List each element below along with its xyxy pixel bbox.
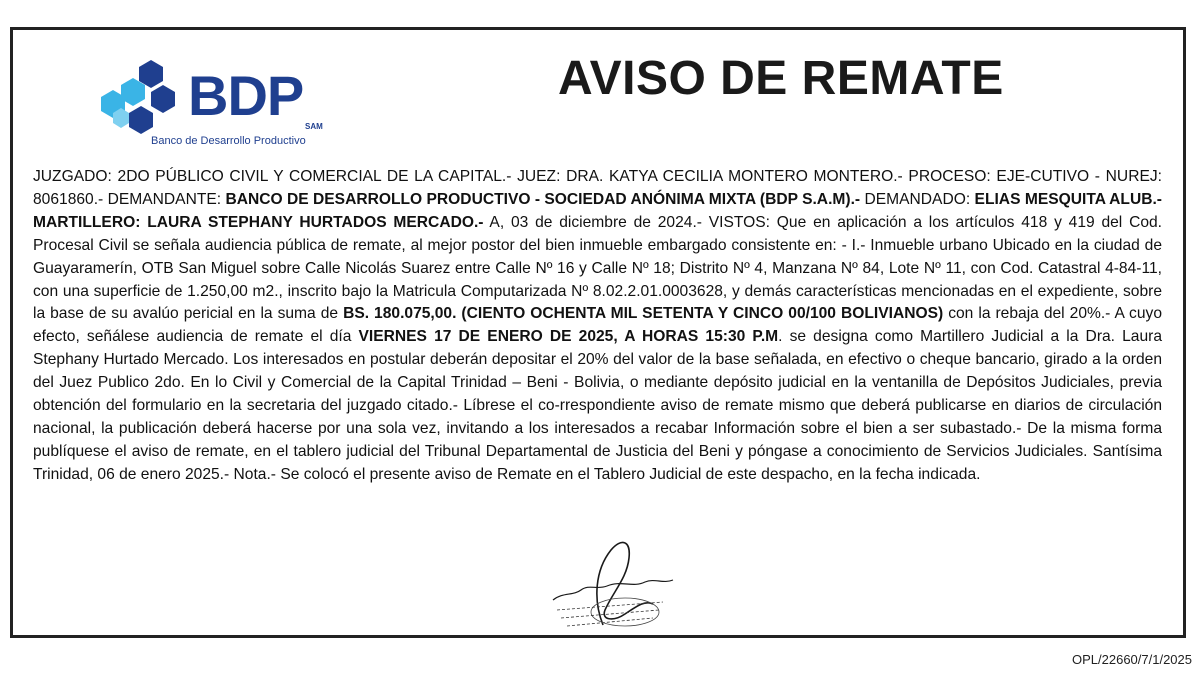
plaintiff-name: BANCO DE DESARROLLO PRODUCTIVO - SOCIEDAD ANÓNIMA MIXTA (BDP S.A.M).- xyxy=(225,190,861,208)
notice-text-3: A, 03 de diciembre de 2024.- VISTOS: Que en aplicación a los artículos 418 y 419 del Cod. Procesal Civil se señala audiencia pública de remate, al mejor postor del bien inmueble embargado consistente en: - I.- Inmueble urbano Ubicado en la ciudad de Guayaramerín, OTB San Miguel sobre Calle Nicolás Suarez entre Calle Nº 16 y Calle Nº 18; Distrito Nº 4, Manzana Nº 84, Lote Nº 11, con Cod. Catastral 4-84-11, con una superficie de 1.250,00 m2., inscrito bajo la Matricula Computarizada Nº 8.02.2.01.0003628, y demás características mencionadas en el expediente, sobre la base de su avalúo pericial en la suma de xyxy=(33,213,1163,323)
handwritten-signature xyxy=(533,530,683,630)
logo-wordmark: BDP xyxy=(188,64,304,127)
notice-text-2: DEMANDADO: xyxy=(860,190,975,208)
notice-body xyxy=(33,166,1162,487)
page-title: AVISO DE REMATE xyxy=(558,52,1004,105)
defendant-auctioneer: ELIAS MESQUITA ALUB.- MARTILLERO: LAURA STEPHANY HURTADOS MERCADO.- xyxy=(33,190,1163,231)
notice-text-1: JUZGADO: 2DO PÚBLICO CIVIL Y COMERCIAL DE LA CAPITAL.- JUEZ: DRA. KATYA CECILIA MONTERO MONTERO.- PROCESO: EJE-CUTIVO - NUREJ: 8061860.- DEMANDANTE: xyxy=(33,168,1162,208)
bdp-logo xyxy=(93,58,353,148)
notice-text-5: . se designa como Martillero Judicial a la Dra. Laura Stephany Hurtado Mercado. Los interesados en postular deberán depositar el 20% del valor de la base señalada, en efectivo o cheque bancario, girado a la orden del Juez Publico 2do. En lo Civil y Comercial de la Capital Trinidad – Beni - Bolivia, o mediante depósito judicial en la ventanilla de Depósitos Judiciales, previa obtención del formulario en la secretaria del juzgado citado.- Líbrese el co-rrespondiente aviso de remate mismo que deberá publicarse en diarios de circulación nacional, la publicación deberá hacerse por una sola vez, invitando a los interesados a recabar Información sobre el bien a ser subastado.- De la misma forma publíquese el aviso de remate, en el tablero judicial del Tribunal Departamental de Justicia del Beni y póngase a conocimiento de Servicios Judiciales. Santísima Trinidad, 06 de enero 2025.- Nota.- Se colocó el presente aviso de Remate en el Tablero Judicial de este despacho, en la fecha indicada. xyxy=(33,328,1163,483)
notice-frame xyxy=(10,27,1186,638)
publication-reference: OPL/22660/7/1/2025 xyxy=(1072,652,1192,667)
logo-subtitle: Banco de Desarrollo Productivo xyxy=(151,135,306,147)
appraisal-amount: BS. 180.075,00. (CIENTO OCHENTA MIL SETENTA Y CINCO 00/100 BOLIVIANOS) xyxy=(343,305,944,323)
notice-text-4: con la rebaja del 20%.- A cuyo efecto, señálese audiencia de remate el día xyxy=(33,305,1162,346)
hexagon-cluster-icon xyxy=(93,58,193,138)
logo-suffix: SAM xyxy=(305,122,323,131)
auction-date: VIERNES 17 DE ENERO DE 2025, A HORAS 15:30 P.M xyxy=(358,328,779,346)
